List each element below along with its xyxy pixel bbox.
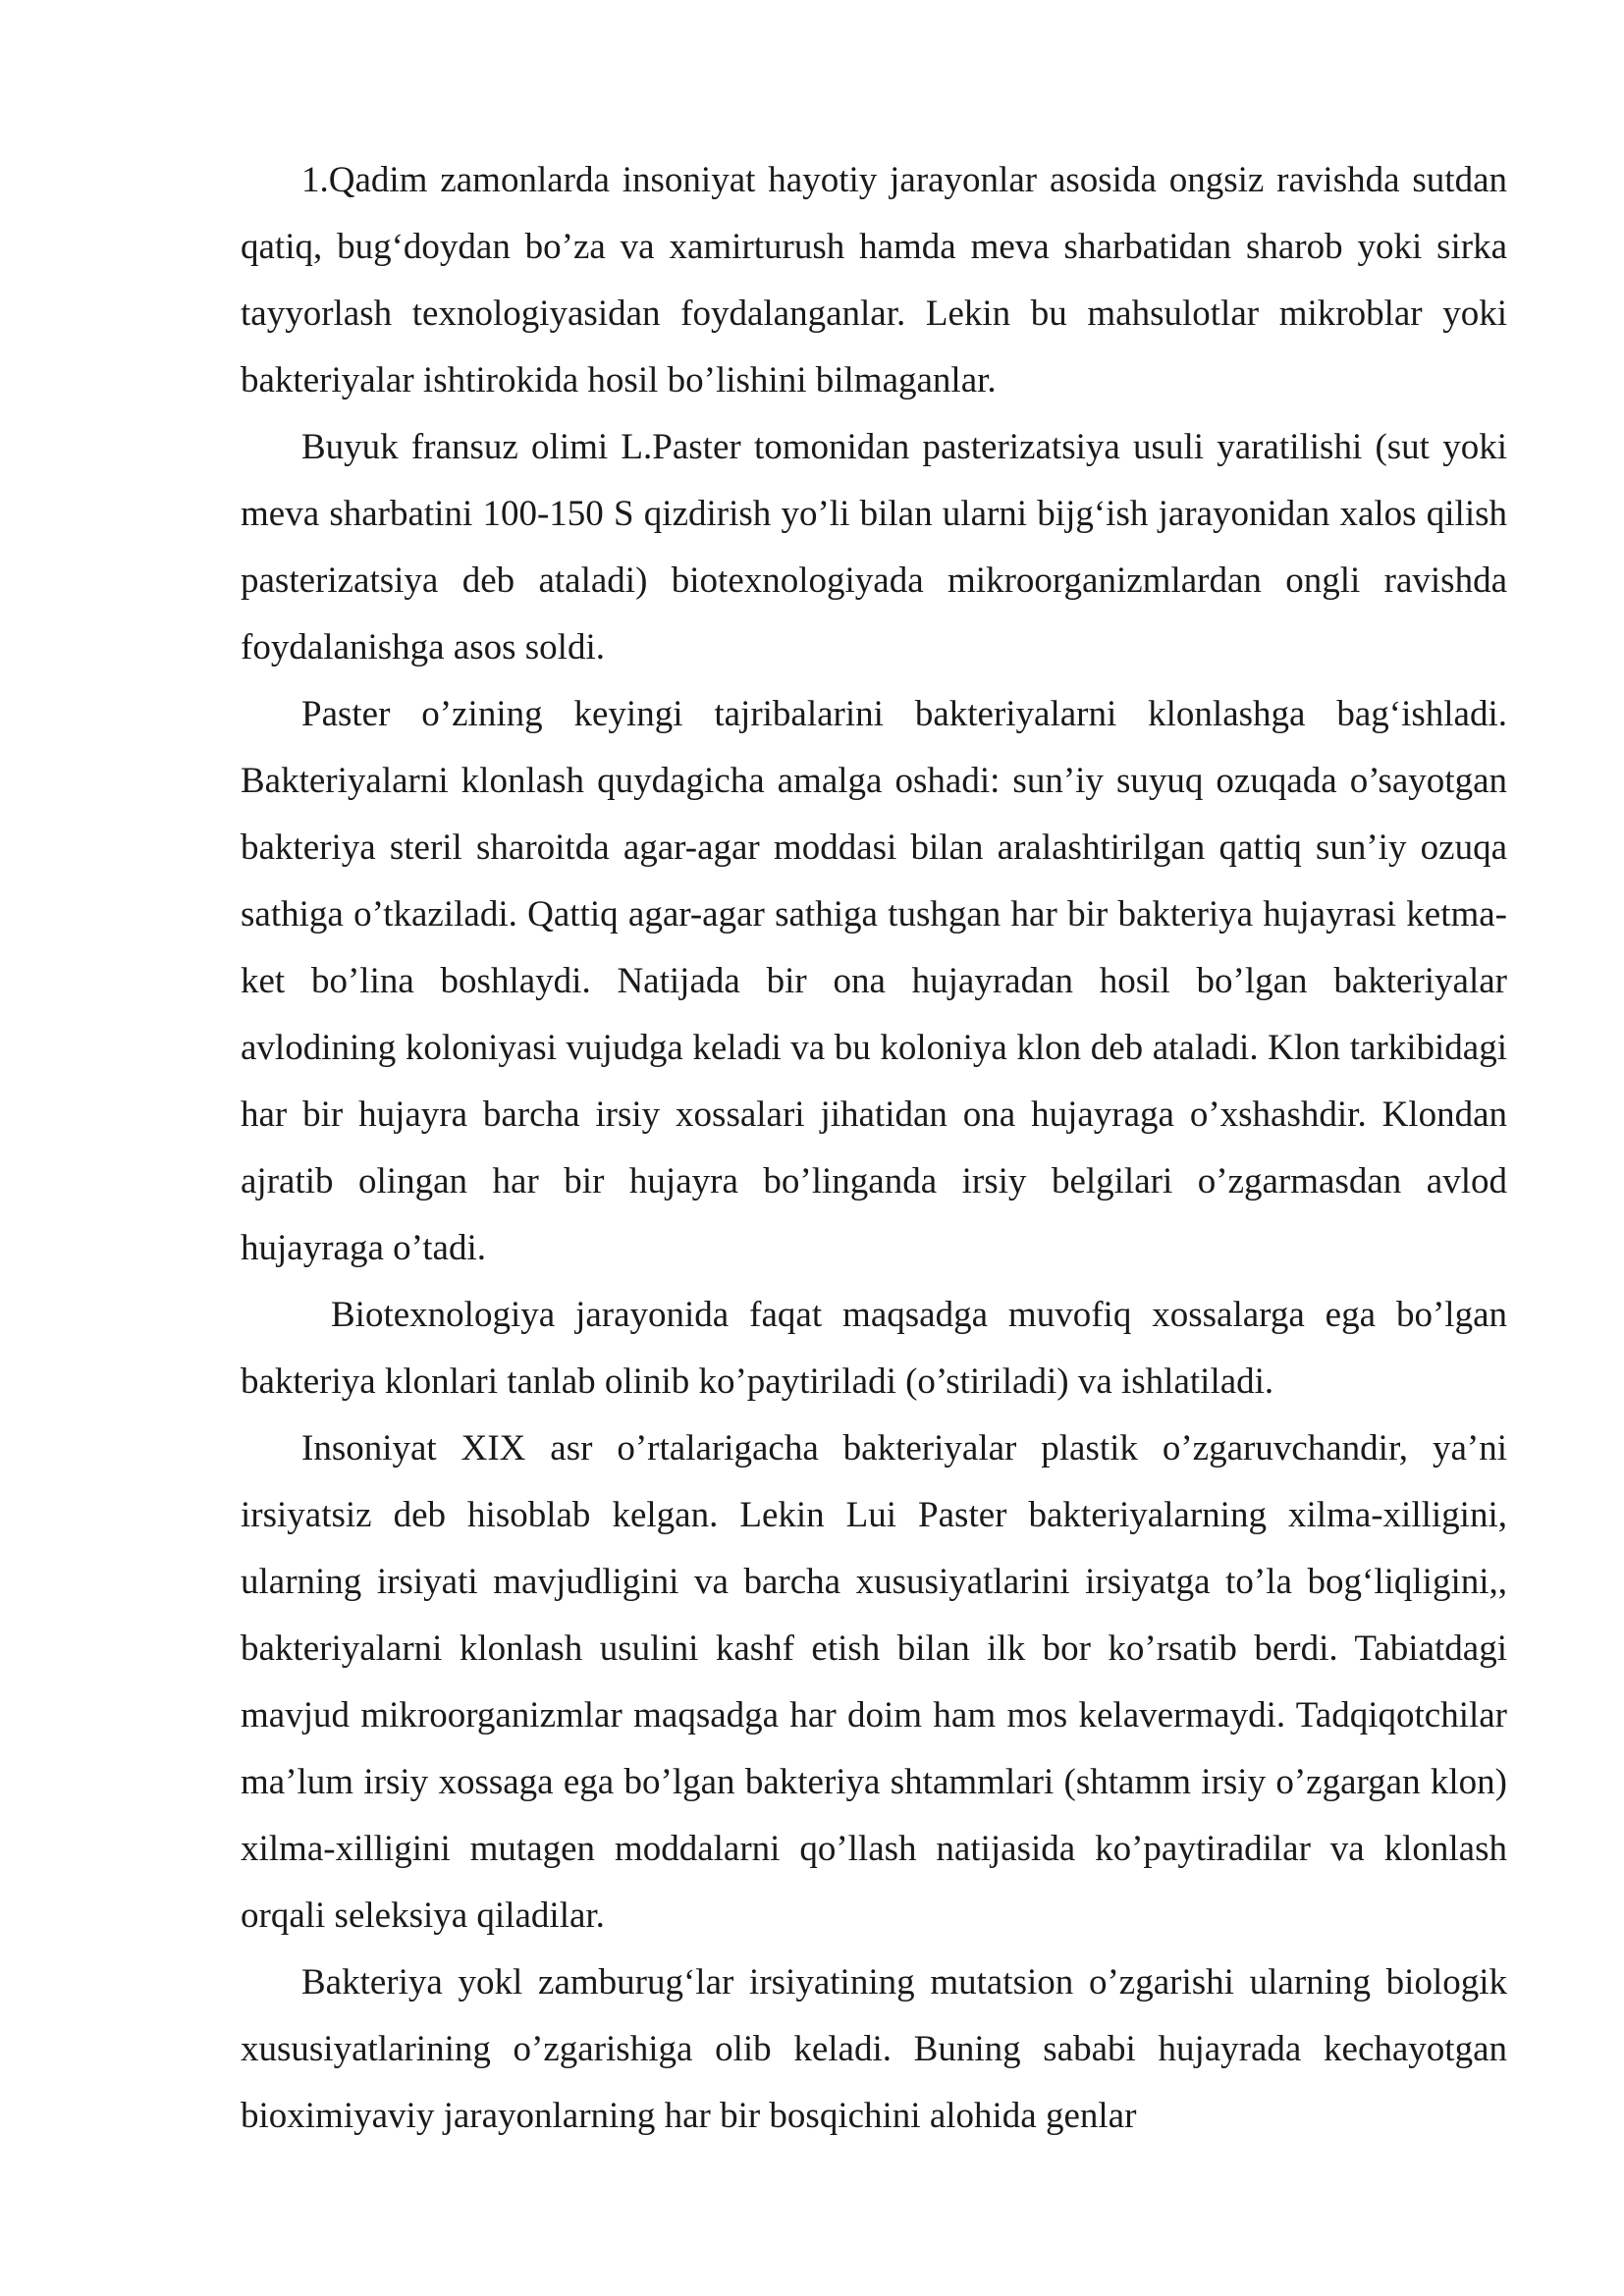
- paragraph-3: Paster o’zining keyingi tajribalarini bakteriyalarni klonlashga bag‘ishladi. Bakteriyalarni klonlash quydagicha amalga oshadi: sun’iy suyuq ozuqada o’sayotgan bakteriya steril sharoitda agar-agar moddasi bilan aralashtirilgan qattiq sun’iy ozuqa sathiga o’tkaziladi. Qattiq agar-agar sathiga tushgan har bir bakteriya hujayrasi ketma-ket bo’lina boshlaydi. Natijada bir ona hujayradan hosil bo’lgan bakteriyalar avlodining koloniyasi vujudga keladi va bu koloniya klon deb ataladi. Klon tarkibidagi har bir hujayra barcha irsiy xossalari jihatidan ona hujayraga o’xshashdir. Klondan ajratib olingan har bir hujayra bo’linganda irsiy belgilari o’zgarmasdan avlod hujayraga o’tadi.: [241, 694, 1507, 1268]
- paragraph-4: Biotexnologiya jarayonida faqat maqsadga muvofiq xossalarga ega bo’lgan bakteriya klonlari tanlab olinib ko’paytiriladi (o’stiriladi) va ishlatiladi.: [241, 1295, 1507, 1402]
- body-text: [241, 147, 1507, 2150]
- paragraph-2: Buyuk fransuz olimi L.Paster tomonidan pasterizatsiya usuli yaratilishi (sut yoki meva sharbatini 100-150 S qizdirish yo’li bilan ularni bijg‘ish jarayonidan xalos qilish pasterizatsiya deb ataladi) biotexnologiyada mikroorganizmlardan ongli ravishda foydalanishga asos soldi.: [241, 427, 1507, 667]
- paragraph-5: Insoniyat XIX asr o’rtalarigacha bakteriyalar plastik o’zgaruvchandir, ya’ni irsiyatsiz deb hisoblab kelgan. Lekin Lui Paster bakteriyalarning xilma-xilligini, ularning irsiyati mavjudligini va barcha xususiyatlarini irsiyatga to’la bog‘liqligini,, bakteriyalarni klonlash usulini kashf etish bilan ilk bor ko’rsatib berdi. Tabiatdagi mavjud mikroorganizmlar maqsadga har doim ham mos kelavermaydi. Tadqiqotchilar ma’lum irsiy xossaga ega bo’lgan bakteriya shtammlari (shtamm irsiy o’zgargan klon) xilma-xilligini mutagen moddalarni qo’llash natijasida ko’paytiradilar va klonlash orqali seleksiya qiladilar.: [241, 1428, 1507, 1936]
- paragraph-6: Bakteriya yokl zamburug‘lar irsiyatining mutatsion o’zgarishi ularning biologik xususiyatlarining o’zgarishiga olib keladi. Buning sababi hujayrada kechayotgan bioximiyaviy jarayonlarning har bir bosqichini alohida genlar: [241, 1962, 1507, 2136]
- paragraph-1: 1.Qadim zamonlarda insoniyat hayotiy jarayonlar asosida ongsiz ravishda sutdan qatiq, bug‘doydan bo’za va xamirturush hamda meva sharbatidan sharob yoki sirka tayyorlash texnologiyasidan foydalanganlar. Lekin bu mahsulotlar mikroblar yoki bakteriyalar ishtirokida hosil bo’lishini bilmaganlar.: [241, 160, 1507, 400]
